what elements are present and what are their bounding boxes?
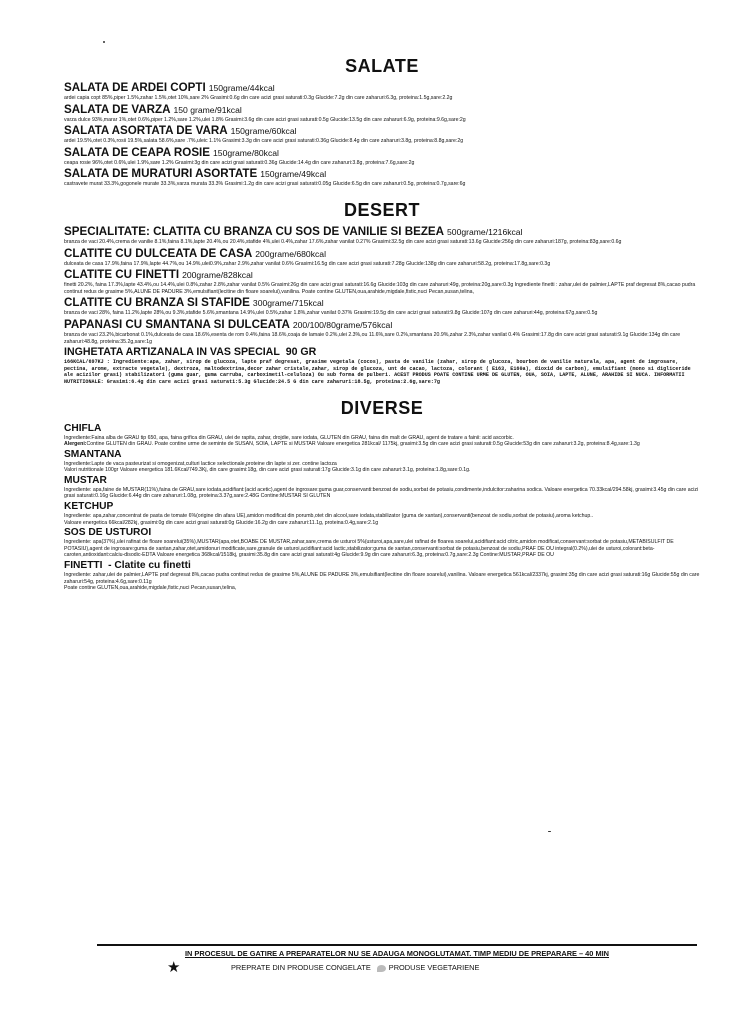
legend-frozen [231, 963, 479, 972]
section-title-desert: DESERT [343, 199, 420, 220]
item-name: KETCHUP [64, 501, 114, 513]
item-qty: 200grame/680kcal [255, 248, 326, 259]
item-name: CHIFLA [64, 422, 102, 434]
item-name: INGHETATA ARTIZANALA IN VAS SPECIAL [64, 346, 280, 359]
item-name: MUSTAR [64, 474, 107, 486]
item-qty: 200grame/828kcal [182, 270, 253, 281]
menu-item [64, 449, 700, 474]
item-nutrition: Valoare energetica 66kcal/282kj, grasimi:0g din care acizi grasi saturati:0g Glucide:16.2g din care zaharuri:11.1g, proteina:0.4g,sare:2.1g [64, 519, 379, 526]
menu-item [64, 247, 700, 268]
section-title-diverse: DIVERSE [340, 397, 424, 418]
item-allergens [64, 441, 700, 448]
menu-item [64, 475, 700, 500]
item-name: SALATA DE VARZA [64, 102, 171, 116]
menu-item [64, 167, 700, 188]
footer [97, 944, 697, 976]
allergens-text: Contine GLUTEN din GRAU. Poate contine urme de seminte de SUSAN, SOIA, LAPTE si MUSTAR Valoare energetica 281kcal/ 1175kj, grasimi:3.5g din care acizi grasi saturati:0.5g Glucide:53g din care zaharuri:3.2g, proteina:8.4g,sare:1.3g [86, 441, 640, 448]
footer-notice: IN PROCESUL DE GATIRE A PREPARATELOR NU SE ADAUGA MONOGLUTAMAT. TIMP MEDIU DE PREPARARE – 40 MIN [184, 949, 610, 958]
menu-item [64, 81, 700, 102]
item-description: ardei capia copt 85%,piper 1.5%,zahar 1.5%,otet 10%,sare 2% Grasimi:0.6g din care acizi grasi saturati:0.3g Glucide:7.2g din care zaharuri:6.3g, proteina:1.5g,sare:2.2g [64, 95, 453, 101]
menu-item-icecream [64, 346, 700, 385]
item-subtitle: - Clatite cu finetti [108, 560, 191, 572]
item-name: SMANTANA [64, 448, 122, 460]
allergens-label: Alergeni: [64, 441, 87, 448]
menu-page [64, 54, 700, 593]
item-qty: 150grame/80kcal [213, 147, 279, 158]
salate-list [64, 81, 700, 188]
menu-item [64, 318, 700, 345]
menu-item [64, 501, 700, 526]
item-ingredients: Ingrediente: apa,zahar,concentrat de pasta de tomate 6%(origine din afara UE),amidon modificat din porumb,otet din alcool,sare iodata,stabilizator (guma de xantan),conservanti(benzoat de sodiu,sorbat de potasiu),aroma ketchup.. [64, 513, 594, 520]
menu-item [64, 527, 700, 559]
item-ingredients: Ingrediente:Lapte de vaca pasteurizat si omogenizat,culturi lactice selectionale,proteine din lapte si zer. contine lactoza [64, 460, 337, 467]
item-qty: 150 grame/91kcal [173, 104, 242, 115]
item-description: castravete murat 33.3%,gogonele murate 33.3%,varza murata 33.3% Grasimi:1.2g din care acizi grasi saturati:0.05g Glucide:6.5g din care zaharuri:0.5g, proteina:0.7g,sare:6g [64, 181, 466, 188]
item-description: branza de vaci 23.2%,bicarbonat 0.1%,dulceata de casa 18.6%,esenta de rom 0.4%,faina 18.6%,coaja de lamaie 0.2%,ulei 2.3%,ou 11.6%,sare 0.2%,smantana 20.9%,zahar 2.3%,zahar vanilat 0.4% Grasimi:17.8g din care acizi grasi saturati:9.1g Glucide:134g din care zaharuri:48.8g, proteina:35.2g,sare:1g [64, 331, 681, 345]
item-name: SPECIALITATE: CLATITA CU BRANZA CU SOS DE VANILIE SI BEZEA [64, 224, 445, 238]
item-description: dulceata de casa 17.9%,faina 17.9%,lapte 44.7%,ou 14.9%,ulei0.9%,zahar 2.9%,zahar vanilat 0.6% Grasimi:16.5g din care acizi grasi saturati:7.28g Glucide:138g din care zaharuri:58.2g, proteina:17.8g,sare:0.3g [64, 260, 551, 267]
item-name: SALATA DE CEAPA ROSIE [64, 145, 211, 159]
item-description: branza de vaci 28%, faina 11.2%,lapte 28%,ou 9.3%,stafide 5.6%,smantana 14.9%,ulei 0.5%,zahar 1.8%,zahar vanilat 0.37% Grasimi:19.5g din care acizi grasi saturati:9.8g Glucide:107g din care zaharuri:44g, proteina:67g,sare:0.5g [64, 310, 598, 317]
menu-item [64, 146, 700, 167]
item-name: CLATITE CU DULCEATA DE CASA [64, 246, 253, 260]
item-name: CLATITE CU FINETTI [64, 268, 180, 282]
leaf-icon [377, 965, 386, 972]
star-icon: ★ [167, 959, 181, 976]
item-ingredients: Ingrediente: apa(37%),ulei rafinat de floare soarelui(35%),MUSTAR(apa,otet,BOABE DE MUSTAR,zahar,sare,crema de usturoi 5%(usturoi,apa,sare,ulei rafinat de floarea soarelui,acidifiant:acid citric,amidon modificat,conservant:sorbat de potasiu,METABISULFIT DE POTASIU),agent de ingrosare:guma de xantan,zahar,otet,amidonuri modificate,sare,granule de usturoi,acidifiant:acid lactic,stabilizator:guma de xantan,conservanti:sorbat de potasiu,benzoat de sodiu,PRAF DE OU integral(0.2%),ulei de usturoi,colorant:beta-caroten,antioxidant:calciu-disodic-EDTA Valoare energetica 368kcal/1518kj, grasimi:35.8g din care acizi grasi saturati:4g Glucide:9.9g din care zaharuri:6.3g, proteina:0.7g,sare:2.3g Contine:MUSTAR,PRAF DE OU [64, 539, 674, 559]
legend-frozen-label: PREPRATE DIN PRODUSE CONGELATE [231, 963, 371, 972]
item-qty: 300grame/715kcal [252, 298, 324, 309]
menu-item [64, 560, 700, 592]
item-name: FINETTI [64, 560, 103, 572]
item-name: SALATA DE ARDEI COPTI [64, 81, 206, 94]
menu-item [64, 296, 700, 317]
menu-item [64, 124, 700, 145]
item-ingredients: Ingrediente: apa,faine de MUSTAR(11%),faina de GRAU,sare iodata,acidifiant:(acid acetic),agent de ingrosare:guma guar,conservanti:benzoat de sodiu,sorbat de potasiu,condimente,indulcitor:zaharina sodica. Valoare energetica 70.33kcal/294.58kj, grasimi:3.45g din care acizi grasi saturati:0.16g Glucide:6.44g din care zaharuri:1.08g, proteina:3.37g,sare:2.48G Contine:MUSTAR SI GLUTEN [64, 486, 699, 500]
item-description: ardei 19.5%,otet 0.3%,rosii 19.5%,salata 58.6%,sare .7%,uleic 1.1% Grasimi:3.3g din care acizi grasi saturati:0.36g Glucide:8.4g din care zaharuri:3.8g, proteina:8.8g,sare:2g [64, 138, 464, 145]
scan-speck [103, 41, 105, 43]
footer-legend [97, 959, 697, 976]
desert-list [64, 225, 700, 386]
item-qty: 150grame/44kcal [208, 83, 275, 93]
item-qty: 150grame/60kcal [230, 126, 297, 137]
legend-vegetarian-label: PRODUSE VEGETARIENE [388, 963, 480, 972]
menu-item [64, 268, 700, 295]
item-name: SOS DE USTUROI [64, 527, 152, 539]
scan-speck [548, 831, 551, 832]
item-description: varza dulce 93%,marar 1%,otet 0.6%,piper 1.2%,sare 1.2%,ulei 1.8% Grasimi:3.6g din care acizi grasi saturati:0.5g Glucide:13.5g din care zaharuri:6.9g, proteina:9.6g,sare:2g [64, 116, 466, 123]
item-qty: 150grame/49kcal [260, 169, 327, 180]
item-qty: 90 GR [285, 346, 317, 359]
section-title-salate: SALATE [345, 56, 419, 76]
item-description: ceapa rosie 96%,otet 0.6%,ulei 1.9%,sare 1.2% Grasimi:3g din care acizi grasi saturati:0.36g Glucide:14.4g din care zaharuri:3.8g, proteina:7.6g,sare:2g [64, 159, 415, 166]
item-ingredients: Ingrediente: zahar,ulei de palmier,LAPTE praf degresat 8%,cacao pudra continut redus de grasime 5%,ALUNE DE PADURE 3%,emulsifiant(lecitine din floare soarelui),vanilina. Valoare energetica 561kcal/2337kj, grasimi:35g din care acizi grasi saturati:16g Glucide:55g din care zaharuri:54g, proteina:4.6g,sare:0.11g [64, 572, 700, 585]
menu-item [64, 103, 700, 124]
menu-item [64, 225, 700, 246]
item-description: finetti 20.2%, faina 17.3%,lapte 43.4%,ou 14.4%,ulei 0.8%,zahar 2.8%,zahar vanilat 0.5% Grasimi:26g din care acizi grasi saturati:16.6g Glucide:103g din care zaharuri:49g, proteina:20g,sare:0.3g Ingrediente finetti : zahar,ulei de palmier,LAPTE praf degresat 8%,cacao pudra continut redus de grasime 5%,ALUNE DE PADURE 3%,emulsifiant(lecitine din floare soarelui),vanilina. Poate contine GLUTEN,oua,arahide,migdale,fistic,nuci Pecan,susan,telina, [64, 282, 696, 295]
item-description: branza de vaci 20.4%,crema de vanilie 8.1%,faina 8.1%,lapte 20.4%,ou 20.4%,stafide 4%,ulei 0.4%,zahar 17.6%,zahar vanilat 0.27% Grasimi:32.5g din care acizi grasi saturati:13.6g Glucide:256g din care zaharuri:187g, proteina:83g,sare:0.6g [64, 238, 622, 245]
menu-item [64, 423, 700, 448]
item-ingredients: Ingrediente:Faina alba de GRAU tip 650, apa, faina grifica din GRAU, ulei de rapita, zahar, drojdie, sare iodata, GLUTEN din GRAU, faina din malt de GRAU, agent de tratare a fainii: acid ascorbic. [64, 434, 514, 441]
item-name: SALATA ASORTATA DE VARA [64, 124, 228, 138]
item-name: CLATITE CU BRANZA SI STAFIDE [64, 296, 250, 310]
item-qty: 500grame/1216kcal [447, 226, 523, 237]
item-name: SALATA DE MURATURI ASORTATE [64, 167, 258, 181]
item-name: PAPANASI CU SMANTANA SI DULCEATA [64, 317, 290, 331]
item-nutrition: Valori nutritionale 100gr Valoare energetica 181.6Kcal/749.3Kj, din care grasimi:18g, din care acizi grasi saturati:17g Glucide:3.1g din care zaharuri:3.1g, proteina:1.8g,sare:0.1g. [64, 467, 471, 474]
item-description: 166KCAL/697KJ : Ingrediente:apa, zahar, sirop de glucoza, lapte praf degresat, grasime vegetala (cocos), pasta de vanilie (zahar, sirop de glucoza, bourbon de vanilie naturala, apa, agent de imgrosare, pectina, arome, extracte vegetale), dextroza, maltodextrina,decor zahar cristale,zahar, sirop de glucoza, unt de cacao, lactoza, colorant ( E163, E160a), dioxid de carbon), emulsifiant (mono si digliceride ale acizilor grasi) stabilizatori (guma guar, guma carruba, carboximetil-celuloza) Ou sub forma de pulberi. ACEST PRODUS POATE CONTINE URME DE GLUTEN, OUA, SOIA, LAPTE, ALUNE, ARAHIDE SI NUCA. INFORMATII NUTRITIONALE: Grasimi:6.4g din care acizi grasi saturati:5.3g Glucide:24.5 G din care zaharuri:18.5g, proteina:2.6g,sare:7g [64, 359, 691, 385]
item-allergens: Poate contine GLUTEN,oua,arahide,migdale,fistic,nuci Pecan,susan,telina, [64, 585, 237, 592]
diverse-list [64, 423, 700, 592]
item-qty: 200/100/80grame/576kcal [292, 319, 393, 330]
